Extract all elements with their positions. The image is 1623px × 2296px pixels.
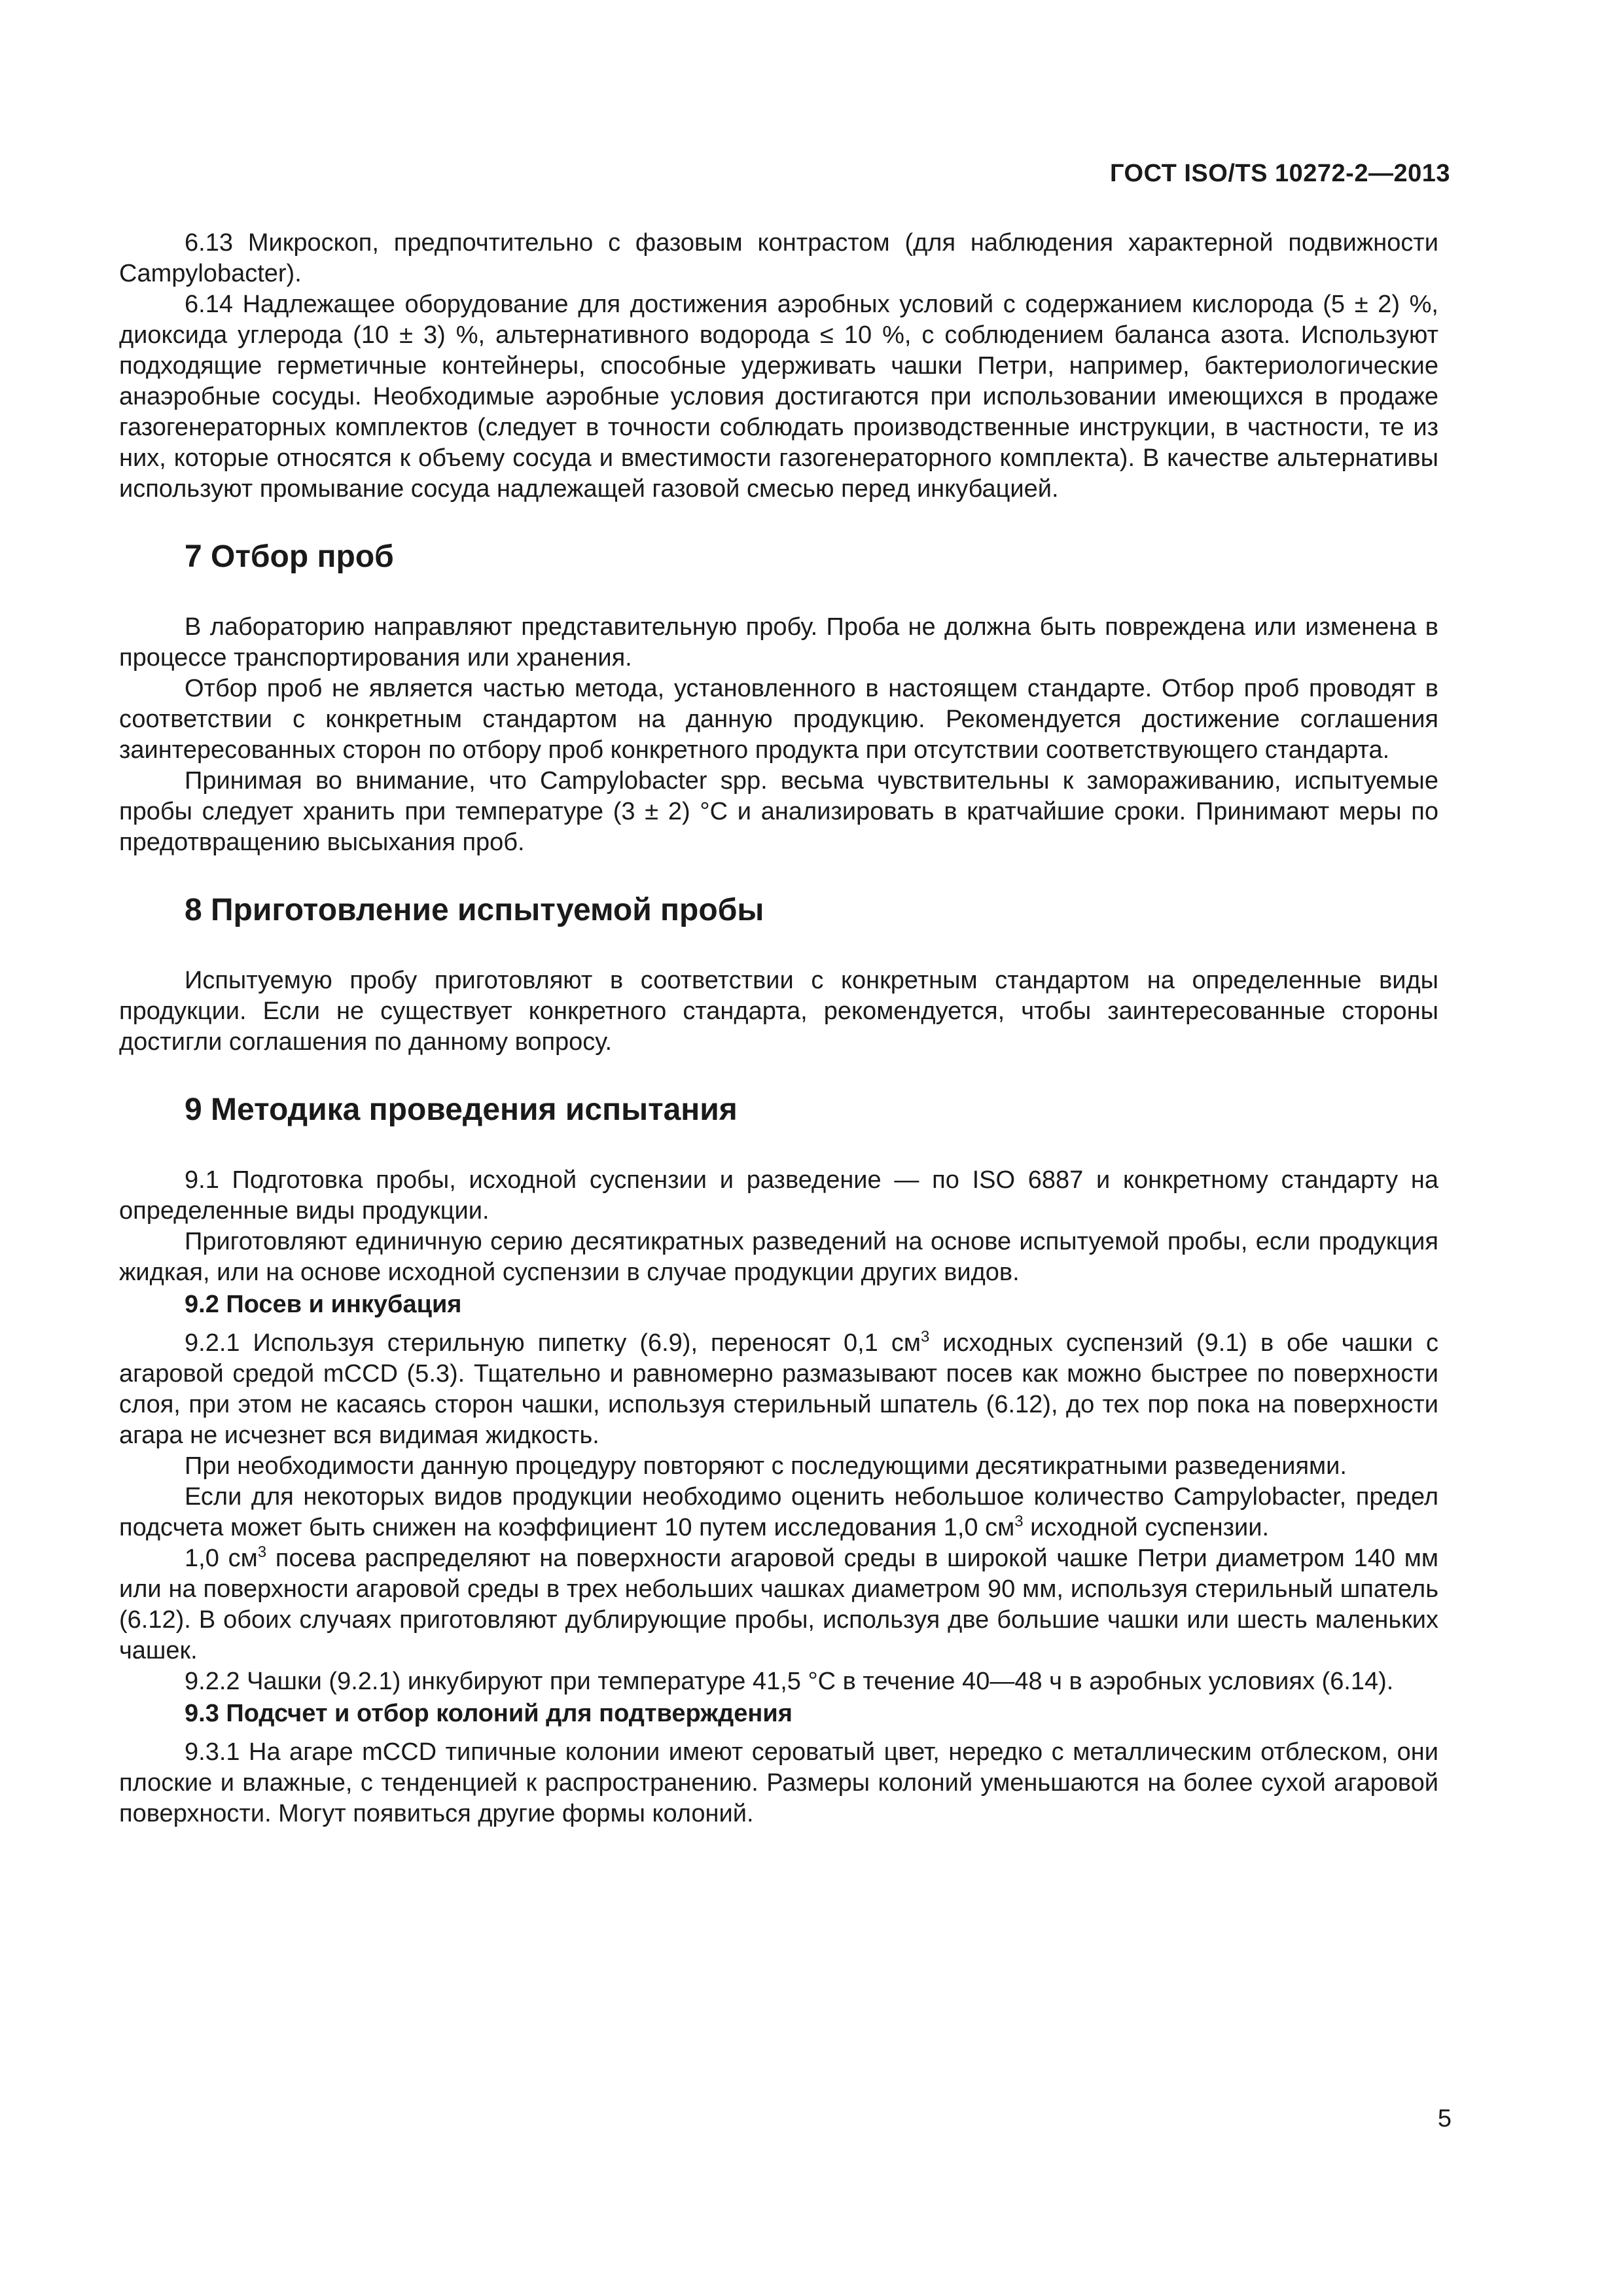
page-number: 5 bbox=[1437, 2105, 1452, 2132]
section-7-paragraph-3: Принимая во внимание, что Campylobacter spp. весьма чувствительны к замораживанию, испытуемые пробы следует хранить при температуре (3 ± 2) °C и анализировать в кратчайшие сроки. Принимают меры по предотвращению высыхания проб. bbox=[119, 767, 1438, 856]
paragraph-9-3-1: 9.3.1 На агаре mCCD типичные колонии имеют сероватый цвет, нередко с металлическим отблеском, они плоские и влажные, с тенденцией к распространению. Размеры колоний уменьшаются на более сухой агаровой поверхности. Могут появиться другие формы колоний. bbox=[119, 1738, 1438, 1827]
document-body bbox=[119, 228, 1438, 1829]
section-8-paragraph-1: Испытуемую пробу приготовляют в соответствии с конкретным стандартом на определенные виды продукции. Если не существует конкретного стандарта, рекомендуется, чтобы заинтересованные стороны достигли соглашения по данному вопросу. bbox=[119, 967, 1438, 1056]
superscript-3: 3 bbox=[257, 1543, 267, 1561]
paragraph-9-2-1-e bbox=[119, 1543, 1438, 1666]
paragraph-9-2-1-e-text-a: 1,0 см bbox=[185, 1545, 258, 1572]
paragraph-9-2-1-text-a: 9.2.1 Используя стерильную пипетку (6.9), переносят 0,1 см bbox=[185, 1329, 921, 1357]
document-code-header: ГОСТ ISO/TS 10272-2—2013 bbox=[1110, 160, 1450, 187]
paragraph-9-2-1-text-b: исходных суспензий (9.1) в обе чашки с агаровой средой mCCD (5.3). Тщательно и равномерно размазывают посев как можно быстрее по поверхности слоя, при этом не касаясь сторон чашки, используя стерильный шпатель (6.12), до тех пор пока на поверхности агара не исчезнет вся видимая жидкость. bbox=[119, 1329, 1438, 1449]
paragraph-9-2-1-e-text-b: посева распределяют на поверхности агаровой среды в широкой чашке Петри диаметром 140 мм или на поверхности агаровой среды в трех небольших чашках диаметром 90 мм, используя стерильный шпатель (6.12). В обоих случаях приготовляют дублирующие пробы, используя две большие чашки или шесть маленьких чашек. bbox=[119, 1545, 1438, 1664]
section-9-heading: 9 Методика проведения испытания bbox=[185, 1092, 738, 1127]
paragraph-9-2-1-d-text-b: исходной суспензии. bbox=[1023, 1514, 1270, 1541]
paragraph-9-2-1-c: При необходимости данную процедуру повторяют с последующими десятикратными разведениями. bbox=[185, 1452, 1347, 1480]
superscript-3: 3 bbox=[1014, 1513, 1024, 1530]
paragraph-9-2-1-d-text-a: Если для некоторых видов продукции необходимо оценить небольшое количество Campylobacter, предел подсчета может быть снижен на коэффициент 10 путем исследования 1,0 см bbox=[119, 1483, 1438, 1541]
section-7-paragraph-1: В лабораторию направляют представительную пробу. Проба не должна быть повреждена или изменена в процессе транспортирования или хранения. bbox=[119, 613, 1438, 672]
paragraph-9-2-1-d bbox=[119, 1482, 1438, 1543]
superscript-3: 3 bbox=[920, 1328, 930, 1346]
section-8-heading: 8 Приготовление испытуемой пробы bbox=[185, 893, 764, 927]
paragraph-9-2-2: 9.2.2 Чашки (9.2.1) инкубируют при температуре 41,5 °С в течение 40—48 ч в аэробных условиях (6.14). bbox=[185, 1668, 1394, 1695]
paragraph-9-1-b: Приготовляют единичную серию десятикратных разведений на основе испытуемой пробы, если продукция жидкая, или на основе исходной суспензии в случае продукции других видов. bbox=[119, 1228, 1438, 1286]
paragraph-9-2-1 bbox=[119, 1328, 1438, 1451]
section-7-heading: 7 Отбор проб bbox=[185, 539, 394, 574]
section-7-paragraph-2: Отбор проб не является частью метода, установленного в настоящем стандарте. Отбор проб проводят в соответствии с конкретным стандартом на данную продукцию. Рекомендуется достижение соглашения заинтересованных сторон по отбору проб конкретного продукта при отсутствии соответствующего стандарта. bbox=[119, 675, 1438, 764]
subsection-9-3-heading: 9.3 Подсчет и отбор колоний для подтверждения bbox=[185, 1700, 793, 1727]
paragraph-9-1: 9.1 Подготовка пробы, исходной суспензии и разведение — по ISO 6887 и конкретному стандарту на определенные виды продукции. bbox=[119, 1166, 1438, 1225]
paragraph-6-13: 6.13 Микроскоп, предпочтительно с фазовым контрастом (для наблюдения характерной подвижности Campylobacter). bbox=[119, 229, 1438, 287]
paragraph-6-14: 6.14 Надлежащее оборудование для достижения аэробных условий с содержанием кислорода (5 ± 2) %, диоксида углерода (10 ± 3) %, альтернативного водорода ≤ 10 %, с соблюдением баланса азота. Используют подходящие герметичные контейнеры, способные удерживать чашки Петри, например, бактериологические анаэробные сосуды. Необходимые аэробные условия достигаются при использовании имеющихся в продаже газогенераторных комплектов (следует в точности соблюдать производственные инструкции, в частности, те из них, которые относятся к объему сосуда и вместимости газогенераторного комплекта). В качестве альтернативы используют промывание сосуда надлежащей газовой смесью перед инкубацией. bbox=[119, 291, 1438, 503]
subsection-9-2-heading: 9.2 Посев и инкубация bbox=[185, 1291, 462, 1318]
